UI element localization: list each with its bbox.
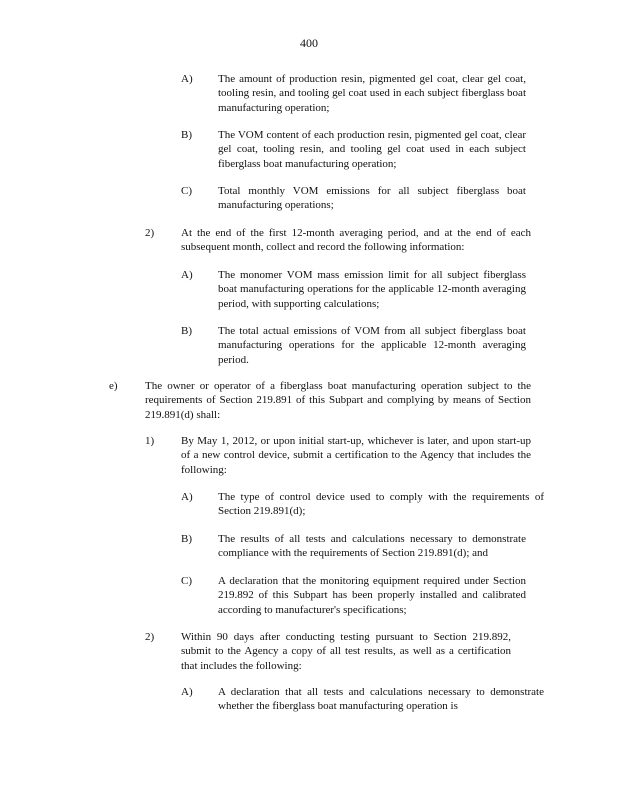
item-label: B) <box>181 533 192 545</box>
item-label: B) <box>181 129 192 141</box>
item-text: At the end of the first 12-month averaging period, and at the end of each subsequent month, collect and record the following information: <box>181 227 531 254</box>
item-text: The VOM content of each production resin, pigmented gel coat, clear gel coat, tooling resin, and tooling gel coat used in each subject fiberglass boat manufacturing operation; <box>218 129 526 170</box>
item-text: Within 90 days after conducting testing pursuant to Section 219.892, submit to the Agency a copy of all test results, as well as a certification that includes the following: <box>181 631 511 672</box>
item-text: The owner or operator of a fiberglass boat manufacturing operation subject to the requirements of Section 219.891 of this Subpart and complying by means of Section 219.891(d) shall: <box>145 380 531 421</box>
page-number: 400 <box>300 36 318 50</box>
item-label: 1) <box>145 435 155 447</box>
item-label: A) <box>181 73 193 85</box>
item-label: 2) <box>145 631 155 643</box>
item-label: A) <box>181 491 193 503</box>
item-label: 2) <box>145 227 155 239</box>
item-text: The amount of production resin, pigmented gel coat, clear gel coat, tooling resin, and tooling gel coat used in each subject fiberglass boat manufacturing operation; <box>218 73 526 114</box>
item-text: A declaration that the monitoring equipment required under Section 219.892 of this Subpart has been properly installed and calibrated according to manufacturer's specifications; <box>218 575 526 616</box>
item-label: C) <box>181 575 192 587</box>
item-text: The monomer VOM mass emission limit for all subject fiberglass boat manufacturing operations for the applicable 12-month averaging period, with supporting calculations; <box>218 269 526 310</box>
item-text: Total monthly VOM emissions for all subject fiberglass boat manufacturing operations; <box>218 185 526 212</box>
item-label: B) <box>181 325 192 337</box>
item-text: By May 1, 2012, or upon initial start-up, whichever is later, and upon start-up of a new control device, submit a certification to the Agency that includes the following: <box>181 435 531 476</box>
item-label: A) <box>181 269 193 281</box>
item-text: A declaration that all tests and calculations necessary to demonstrate whether the fiberglass boat manufacturing operation is <box>218 686 544 713</box>
item-text: The results of all tests and calculations necessary to demonstrate compliance with the requirements of Section 219.891(d); and <box>218 533 526 560</box>
item-label: A) <box>181 686 193 698</box>
item-label: e) <box>109 380 118 392</box>
item-label: C) <box>181 185 192 197</box>
item-text: The total actual emissions of VOM from all subject fiberglass boat manufacturing operations for the applicable 12-month averaging period. <box>218 325 526 366</box>
item-text: The type of control device used to comply with the requirements of Section 219.891(d); <box>218 491 544 518</box>
